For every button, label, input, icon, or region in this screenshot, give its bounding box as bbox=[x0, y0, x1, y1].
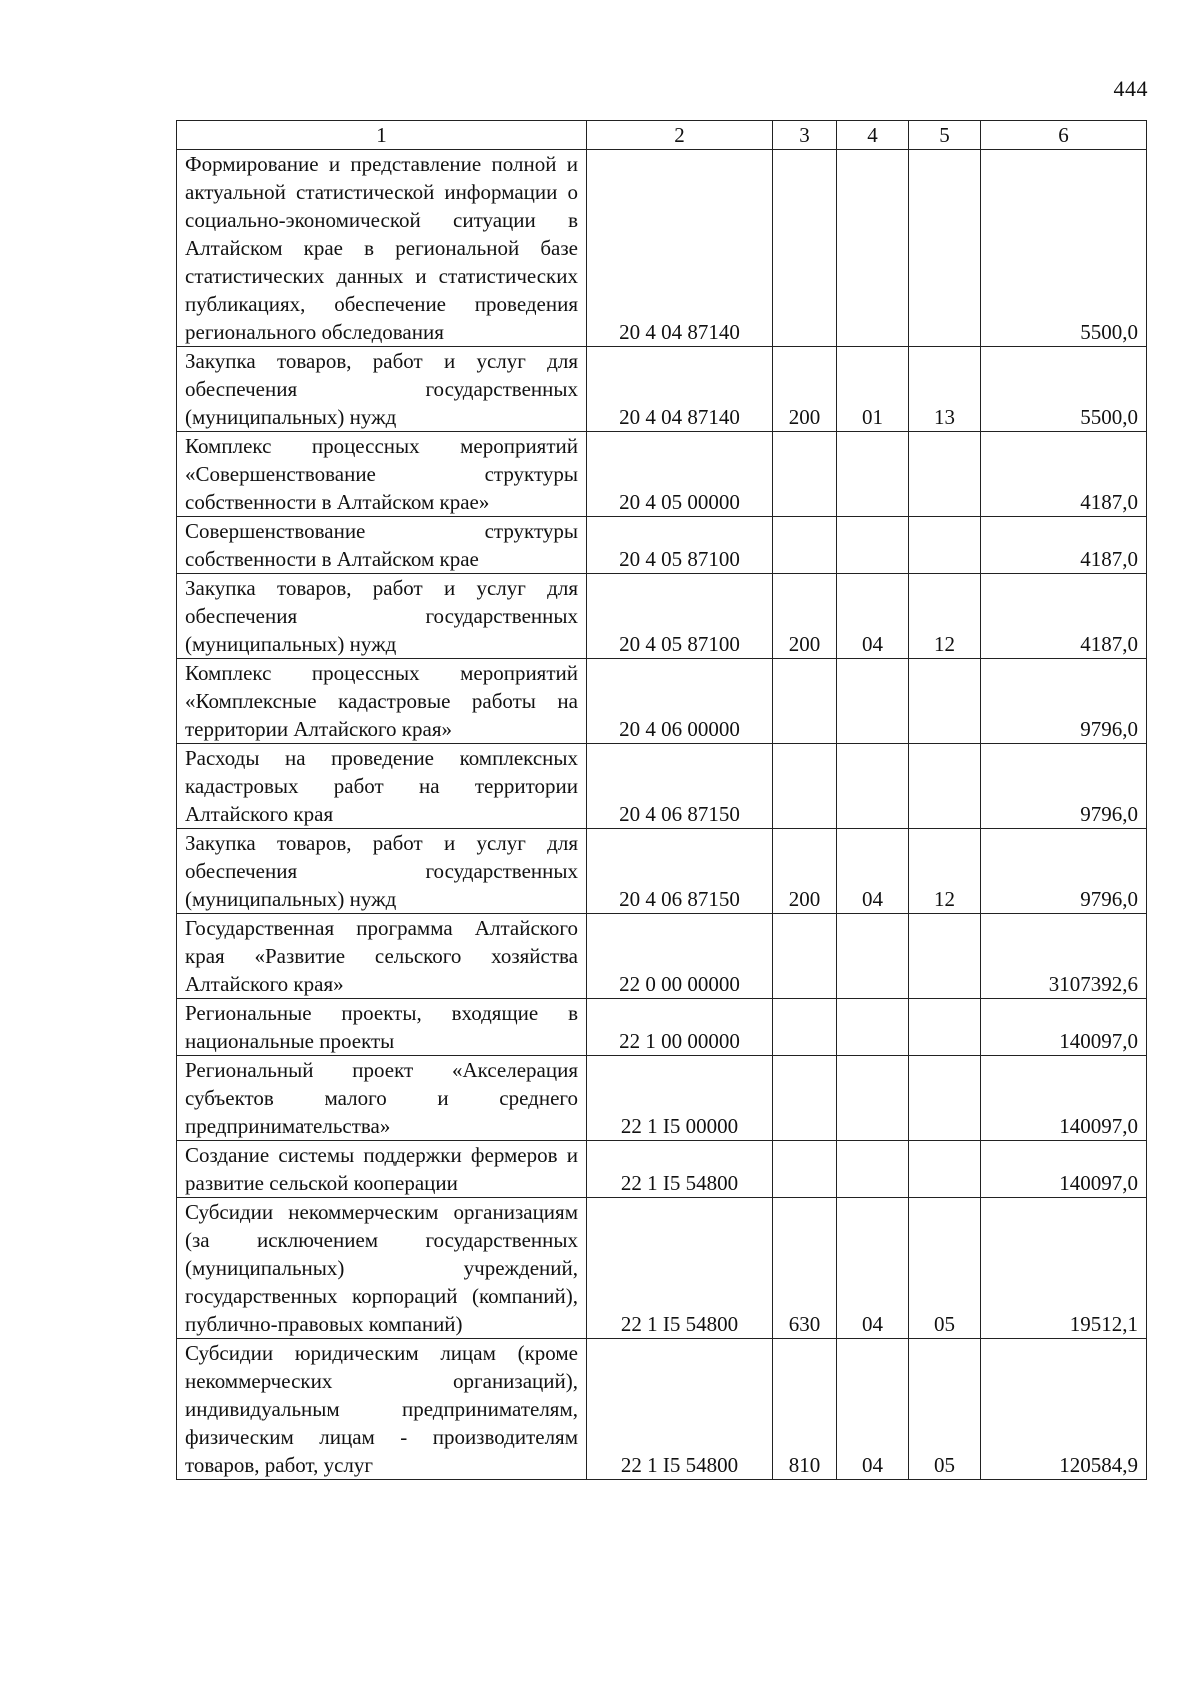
column-header-4: 4 bbox=[837, 121, 909, 150]
row-expense-type bbox=[773, 1056, 837, 1141]
row-name: Закупка товаров, работ и услуг для обеспечения государственных (муниципальных) нужд bbox=[177, 347, 587, 432]
row-expense-type bbox=[773, 999, 837, 1056]
row-subsection bbox=[909, 1056, 981, 1141]
row-name: Создание системы поддержки фермеров и развитие сельской кооперации bbox=[177, 1141, 587, 1198]
table-header-row bbox=[177, 121, 1147, 150]
row-expense-type: 810 bbox=[773, 1339, 837, 1480]
table-row bbox=[177, 1056, 1147, 1141]
row-section bbox=[837, 999, 909, 1056]
table-row bbox=[177, 914, 1147, 999]
row-amount: 140097,0 bbox=[981, 1141, 1147, 1198]
row-subsection bbox=[909, 999, 981, 1056]
row-section: 04 bbox=[837, 574, 909, 659]
row-expense-type bbox=[773, 517, 837, 574]
table-row bbox=[177, 432, 1147, 517]
row-name: Региональный проект «Акселерация субъектов малого и среднего предпринимательства» bbox=[177, 1056, 587, 1141]
table-row bbox=[177, 1339, 1147, 1480]
row-name: Субсидии некоммерческим организациям (за исключением государственных (муниципальных) учреждений, государственных корпораций (компаний), публично-правовых компаний) bbox=[177, 1198, 587, 1339]
column-header-3: 3 bbox=[773, 121, 837, 150]
row-name: Субсидии юридическим лицам (кроме некоммерческих организаций), индивидуальным предпринимателям, физическим лицам - производителям товаров, работ, услуг bbox=[177, 1339, 587, 1480]
row-code: 20 4 05 87100 bbox=[587, 574, 773, 659]
row-amount: 3107392,6 bbox=[981, 914, 1147, 999]
row-subsection: 05 bbox=[909, 1339, 981, 1480]
row-section bbox=[837, 914, 909, 999]
row-subsection bbox=[909, 1141, 981, 1198]
column-header-6: 6 bbox=[981, 121, 1147, 150]
row-expense-type: 200 bbox=[773, 829, 837, 914]
row-subsection: 13 bbox=[909, 347, 981, 432]
row-name: Государственная программа Алтайского края «Развитие сельского хозяйства Алтайского края» bbox=[177, 914, 587, 999]
row-section: 01 bbox=[837, 347, 909, 432]
row-name: Комплекс процессных мероприятий «Комплексные кадастровые работы на территории Алтайского края» bbox=[177, 659, 587, 744]
row-expense-type bbox=[773, 914, 837, 999]
table-row bbox=[177, 659, 1147, 744]
table-row bbox=[177, 1141, 1147, 1198]
row-code: 20 4 06 87150 bbox=[587, 829, 773, 914]
row-name: Расходы на проведение комплексных кадастровых работ на территории Алтайского края bbox=[177, 744, 587, 829]
row-expense-type bbox=[773, 744, 837, 829]
row-subsection bbox=[909, 517, 981, 574]
table-body bbox=[177, 150, 1147, 1480]
row-code: 20 4 04 87140 bbox=[587, 347, 773, 432]
row-expense-type: 630 bbox=[773, 1198, 837, 1339]
column-header-1: 1 bbox=[177, 121, 587, 150]
row-name: Формирование и представление полной и актуальной статистической информации о социально-экономической ситуации в Алтайском крае в региональной базе статистических данных и статистических публикациях, обеспечение проведения регионального обследования bbox=[177, 150, 587, 347]
row-amount: 4187,0 bbox=[981, 574, 1147, 659]
row-subsection: 12 bbox=[909, 574, 981, 659]
row-code: 20 4 05 00000 bbox=[587, 432, 773, 517]
row-amount: 4187,0 bbox=[981, 432, 1147, 517]
row-expense-type bbox=[773, 150, 837, 347]
row-amount: 9796,0 bbox=[981, 659, 1147, 744]
column-header-2: 2 bbox=[587, 121, 773, 150]
row-expense-type bbox=[773, 659, 837, 744]
row-amount: 9796,0 bbox=[981, 744, 1147, 829]
row-amount: 19512,1 bbox=[981, 1198, 1147, 1339]
row-expense-type bbox=[773, 432, 837, 517]
row-section bbox=[837, 432, 909, 517]
table-row bbox=[177, 999, 1147, 1056]
row-expense-type: 200 bbox=[773, 574, 837, 659]
budget-table bbox=[176, 120, 1147, 1480]
row-expense-type bbox=[773, 1141, 837, 1198]
row-amount: 9796,0 bbox=[981, 829, 1147, 914]
table-row bbox=[177, 829, 1147, 914]
row-code: 20 4 06 00000 bbox=[587, 659, 773, 744]
row-code: 22 1 I5 54800 bbox=[587, 1141, 773, 1198]
row-code: 20 4 04 87140 bbox=[587, 150, 773, 347]
table-row bbox=[177, 150, 1147, 347]
row-section bbox=[837, 659, 909, 744]
row-amount: 120584,9 bbox=[981, 1339, 1147, 1480]
row-section: 04 bbox=[837, 829, 909, 914]
row-subsection bbox=[909, 432, 981, 517]
table-row bbox=[177, 574, 1147, 659]
table-row bbox=[177, 1198, 1147, 1339]
row-section bbox=[837, 517, 909, 574]
row-code: 22 0 00 00000 bbox=[587, 914, 773, 999]
row-subsection bbox=[909, 150, 981, 347]
row-code: 22 1 I5 00000 bbox=[587, 1056, 773, 1141]
row-section: 04 bbox=[837, 1198, 909, 1339]
row-name: Совершенствование структуры собственности в Алтайском крае bbox=[177, 517, 587, 574]
row-section bbox=[837, 150, 909, 347]
row-subsection bbox=[909, 914, 981, 999]
row-amount: 4187,0 bbox=[981, 517, 1147, 574]
row-subsection: 12 bbox=[909, 829, 981, 914]
row-code: 22 1 I5 54800 bbox=[587, 1339, 773, 1480]
row-section bbox=[837, 1141, 909, 1198]
row-name: Закупка товаров, работ и услуг для обеспечения государственных (муниципальных) нужд bbox=[177, 574, 587, 659]
row-amount: 140097,0 bbox=[981, 1056, 1147, 1141]
row-subsection bbox=[909, 744, 981, 829]
row-code: 22 1 I5 54800 bbox=[587, 1198, 773, 1339]
row-name: Региональные проекты, входящие в национальные проекты bbox=[177, 999, 587, 1056]
row-subsection: 05 bbox=[909, 1198, 981, 1339]
row-section bbox=[837, 1056, 909, 1141]
row-subsection bbox=[909, 659, 981, 744]
table-row bbox=[177, 517, 1147, 574]
row-code: 22 1 00 00000 bbox=[587, 999, 773, 1056]
row-amount: 140097,0 bbox=[981, 999, 1147, 1056]
table-row bbox=[177, 347, 1147, 432]
row-code: 20 4 06 87150 bbox=[587, 744, 773, 829]
row-amount: 5500,0 bbox=[981, 150, 1147, 347]
row-section: 04 bbox=[837, 1339, 909, 1480]
row-amount: 5500,0 bbox=[981, 347, 1147, 432]
row-expense-type: 200 bbox=[773, 347, 837, 432]
page-number: 444 bbox=[1113, 76, 1148, 101]
row-name: Закупка товаров, работ и услуг для обеспечения государственных (муниципальных) нужд bbox=[177, 829, 587, 914]
row-code: 20 4 05 87100 bbox=[587, 517, 773, 574]
column-header-5: 5 bbox=[909, 121, 981, 150]
table-row bbox=[177, 744, 1147, 829]
row-section bbox=[837, 744, 909, 829]
row-name: Комплекс процессных мероприятий «Совершенствование структуры собственности в Алтайском крае» bbox=[177, 432, 587, 517]
